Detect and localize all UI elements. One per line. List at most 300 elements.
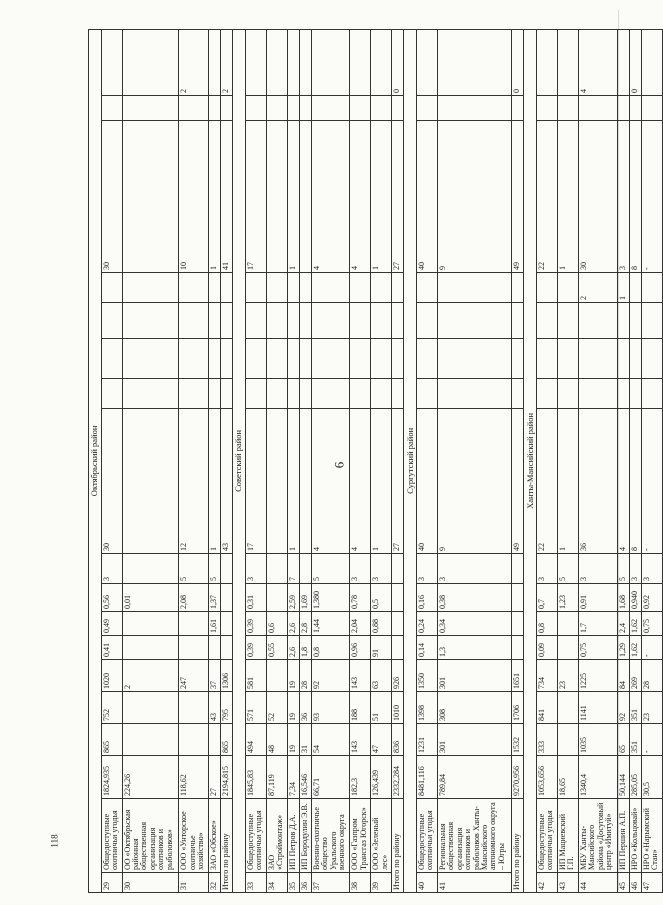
value-cell (557, 96, 578, 121)
value-cell (557, 636, 578, 660)
total-value-cell: 1651 (512, 660, 524, 692)
value-cell (350, 303, 371, 339)
value-cell (101, 29, 122, 95)
value-cell: 1,61 (208, 612, 220, 636)
row-number-cell: 29 (101, 873, 122, 893)
value-cell: 87,119 (266, 756, 287, 799)
district-header-row (233, 29, 246, 892)
row-number-cell: 41 (438, 873, 512, 893)
value-cell: 3 (438, 554, 512, 584)
value-cell: 7 (287, 554, 299, 584)
value-cell: 30 (101, 121, 122, 273)
value-cell: 5 (311, 554, 350, 584)
value-cell: 0,56 (101, 584, 122, 612)
value-cell (438, 273, 512, 303)
value-cell: 247 (179, 660, 209, 692)
total-value-cell (512, 273, 524, 303)
value-cell: 1845,83 (245, 756, 266, 799)
value-cell (311, 29, 350, 95)
value-cell (245, 303, 266, 339)
value-cell: 92 (617, 692, 629, 724)
value-cell: 22 (537, 121, 558, 273)
value-cell (311, 96, 350, 121)
value-cell: 3 (245, 554, 266, 584)
value-cell: 143 (350, 724, 371, 756)
value-cell: 1 (557, 121, 578, 273)
value-cell (208, 29, 220, 95)
value-cell (101, 379, 122, 409)
value-cell (578, 379, 617, 409)
row-number-cell: 39 (371, 873, 392, 893)
value-cell (179, 612, 209, 636)
value-cell: 3 (417, 554, 438, 584)
value-cell: 0,49 (101, 612, 122, 636)
table-row (299, 29, 311, 892)
total-value-cell (392, 584, 404, 612)
value-cell: 571 (245, 692, 266, 724)
value-cell (287, 379, 299, 409)
value-cell: 28 (641, 660, 662, 692)
value-cell (371, 96, 392, 121)
value-cell (350, 29, 371, 95)
value-cell: - (641, 121, 662, 273)
value-cell: 182,3 (350, 756, 371, 799)
value-cell: 1053,656 (537, 756, 558, 799)
value-cell: 2,8 (299, 612, 311, 636)
value-cell (417, 379, 438, 409)
value-cell (641, 29, 662, 95)
value-cell: 4 (617, 409, 629, 554)
value-cell: 581 (245, 660, 266, 692)
row-number-cell: 32 (208, 873, 220, 893)
value-cell (299, 409, 311, 554)
value-cell (245, 379, 266, 409)
total-value-cell (221, 273, 233, 303)
value-cell: - (641, 724, 662, 756)
value-cell (350, 339, 371, 379)
value-cell: 1141 (578, 692, 617, 724)
value-cell (208, 303, 220, 339)
value-cell (179, 303, 209, 339)
total-value-cell (392, 379, 404, 409)
total-label-cell: Итого по району (512, 799, 524, 893)
table-row (208, 29, 220, 892)
value-cell (350, 273, 371, 303)
value-cell (122, 121, 179, 273)
value-cell (266, 660, 287, 692)
value-cell (537, 273, 558, 303)
value-cell (438, 29, 512, 95)
value-cell: 1,68 (617, 584, 629, 612)
table-body (89, 29, 663, 892)
total-value-cell: 41 (221, 121, 233, 273)
total-value-cell: 49 (512, 409, 524, 554)
value-cell: 1,62 (629, 612, 641, 636)
table-row (179, 29, 209, 892)
value-cell (122, 554, 179, 584)
row-number-cell: 45 (617, 873, 629, 893)
table-row (417, 29, 438, 892)
value-cell (299, 379, 311, 409)
district-total-row (221, 29, 233, 892)
total-value-cell: 0 (392, 29, 404, 95)
value-cell: 31 (299, 724, 311, 756)
value-cell: 0,01 (122, 584, 179, 612)
value-cell: 91 (371, 636, 392, 660)
table-row (617, 29, 629, 892)
value-cell: 16,546 (299, 756, 311, 799)
table-row (578, 29, 617, 892)
value-cell: 2,4 (617, 612, 629, 636)
total-value-cell: 2 (221, 29, 233, 95)
value-cell: 3 (350, 554, 371, 584)
table-row (557, 29, 578, 892)
value-cell: 351 (629, 692, 641, 724)
owner-name-cell: Региональная общественная организация охотников и рыболовов Ханты-Мансийского автономного округа – Югры (438, 799, 512, 873)
value-cell: 1,7 (578, 612, 617, 636)
value-cell (537, 379, 558, 409)
value-cell: 92 (311, 660, 350, 692)
value-cell: 8 (629, 409, 641, 554)
value-cell (438, 96, 512, 121)
value-cell: 5 (557, 554, 578, 584)
page-number: 6 (331, 461, 347, 469)
value-cell: 1,37 (208, 584, 220, 612)
table-row (287, 29, 299, 892)
value-cell: 0,78 (350, 584, 371, 612)
row-number-cell: 37 (311, 873, 350, 893)
value-cell (557, 273, 578, 303)
total-value-cell (392, 339, 404, 379)
value-cell (266, 339, 287, 379)
value-cell (208, 273, 220, 303)
row-number-cell: 35 (287, 873, 299, 893)
value-cell (557, 724, 578, 756)
value-cell (311, 379, 350, 409)
value-cell (245, 339, 266, 379)
total-value-cell (392, 612, 404, 636)
value-cell (641, 303, 662, 339)
owner-name-cell: НРО «Нарымский Стан» (641, 799, 662, 873)
value-cell: 1824,935 (101, 756, 122, 799)
value-cell (617, 96, 629, 121)
value-cell (641, 379, 662, 409)
total-value-cell (221, 636, 233, 660)
table-row (101, 29, 122, 892)
value-cell (371, 273, 392, 303)
value-cell: 118,62 (179, 756, 209, 799)
value-cell: 0,940 (629, 584, 641, 612)
total-value-cell: 43 (221, 409, 233, 554)
value-cell (578, 303, 617, 339)
value-cell: 0,6 (266, 612, 287, 636)
value-cell: 1 (208, 121, 220, 273)
value-cell: 19 (287, 692, 299, 724)
value-cell: 37 (208, 660, 220, 692)
value-cell (557, 339, 578, 379)
value-cell: 1035 (578, 724, 617, 756)
value-cell (101, 273, 122, 303)
value-cell: 3 (578, 554, 617, 584)
value-cell (557, 612, 578, 636)
value-cell: 5 (617, 554, 629, 584)
value-cell (537, 96, 558, 121)
owner-name-cell: ИП Першин А.П. (617, 799, 629, 873)
value-cell (641, 96, 662, 121)
value-cell: 126,439 (371, 756, 392, 799)
value-cell: 2,6 (287, 636, 299, 660)
total-value-cell (392, 636, 404, 660)
total-value-cell (221, 339, 233, 379)
value-cell (179, 692, 209, 724)
value-cell (629, 273, 641, 303)
value-cell (266, 554, 287, 584)
value-cell: 9 (438, 121, 512, 273)
value-cell (578, 339, 617, 379)
value-cell (438, 379, 512, 409)
row-number-cell: 43 (557, 873, 578, 893)
value-cell: 8 (629, 121, 641, 273)
value-cell (641, 339, 662, 379)
total-value-cell: 1706 (512, 692, 524, 724)
value-cell: 333 (537, 724, 558, 756)
value-cell: 301 (438, 660, 512, 692)
row-number-cell: 44 (578, 873, 617, 893)
owner-name-cell: МБУ Ханты-Мансийского района «Досуговый центр «Имитуй» (578, 799, 617, 873)
value-cell (266, 29, 287, 95)
value-cell (266, 273, 287, 303)
total-value-cell (512, 339, 524, 379)
value-cell (266, 303, 287, 339)
row-number-cell: 47 (641, 873, 662, 893)
value-cell: 2 (578, 273, 617, 303)
owner-name-cell: ИП Петров Д.А. (287, 799, 299, 873)
table-row (371, 29, 392, 892)
value-cell: 1 (371, 409, 392, 554)
total-value-cell: 926 (392, 660, 404, 692)
value-cell: 269 (629, 660, 641, 692)
table-row (641, 29, 662, 892)
total-value-cell: 1306 (221, 660, 233, 692)
total-value-cell (512, 612, 524, 636)
value-cell: 3 (371, 554, 392, 584)
row-number-cell: 30 (122, 873, 179, 893)
value-cell: 23 (641, 692, 662, 724)
value-cell: 40 (417, 409, 438, 554)
value-cell (122, 409, 179, 554)
district-header-row (404, 29, 417, 892)
value-cell (629, 96, 641, 121)
owner-name-cell: ООО «Газпром Трансгаз Югорск» (350, 799, 371, 873)
owner-name-cell: НРО «Кольцовай» (629, 799, 641, 873)
value-cell (417, 339, 438, 379)
value-cell (578, 96, 617, 121)
value-cell: 188 (350, 692, 371, 724)
district-name: Советский район (233, 29, 246, 892)
value-cell: 1,380 (311, 584, 350, 612)
value-cell: 0,8 (537, 612, 558, 636)
value-cell: 0,39 (245, 612, 266, 636)
value-cell (287, 29, 299, 95)
value-cell (245, 273, 266, 303)
value-cell (266, 409, 287, 554)
value-cell: 3 (617, 121, 629, 273)
value-cell: 17 (245, 409, 266, 554)
value-cell: 2,04 (350, 612, 371, 636)
value-cell: 5 (179, 554, 209, 584)
total-value-cell (512, 636, 524, 660)
rotated-table-container (88, 30, 663, 893)
value-cell: 734 (537, 660, 558, 692)
value-cell: 1225 (578, 660, 617, 692)
district-header-row (524, 29, 537, 892)
table-row (245, 29, 266, 892)
value-cell: 4 (311, 409, 350, 554)
value-cell (122, 612, 179, 636)
value-cell (350, 96, 371, 121)
value-cell: 36 (299, 692, 311, 724)
value-cell: 0,96 (350, 636, 371, 660)
district-total-row (512, 29, 524, 892)
value-cell: 28 (299, 660, 311, 692)
value-cell (299, 554, 311, 584)
total-value-cell (512, 379, 524, 409)
total-value-cell: 865 (221, 724, 233, 756)
owner-name-cell: Общедоступные охотничьи угодья (245, 799, 266, 873)
owner-name-cell: ИП Мациевский Г.П. (557, 799, 578, 873)
value-cell: 27 (208, 756, 220, 799)
value-cell (371, 29, 392, 95)
value-cell: 0,39 (245, 636, 266, 660)
value-cell (438, 303, 512, 339)
value-cell: 93 (311, 692, 350, 724)
value-cell (122, 303, 179, 339)
district-header-row (89, 29, 102, 892)
value-cell: 2 (179, 29, 209, 95)
value-cell (557, 379, 578, 409)
value-cell (179, 339, 209, 379)
value-cell: 0,91 (578, 584, 617, 612)
value-cell (179, 636, 209, 660)
table-row (350, 29, 371, 892)
value-cell: 1020 (101, 660, 122, 692)
value-cell (299, 303, 311, 339)
value-cell (208, 724, 220, 756)
owner-name-cell: Военно-охотничье общество Уральского военного округа (311, 799, 350, 873)
value-cell: 30 (578, 121, 617, 273)
value-cell: 4 (350, 409, 371, 554)
value-cell (208, 379, 220, 409)
value-cell: 36 (578, 409, 617, 554)
value-cell (617, 339, 629, 379)
value-cell: 65 (617, 724, 629, 756)
value-cell (299, 96, 311, 121)
value-cell: 47 (371, 724, 392, 756)
value-cell (208, 339, 220, 379)
value-cell: 9 (438, 409, 512, 554)
value-cell: 0,75 (578, 636, 617, 660)
district-name: Ханты-Мансийский район (524, 29, 537, 892)
total-label-cell: Итого по району (392, 799, 404, 893)
owner-name-cell: ИП Бородулин Э.В. (299, 799, 311, 873)
value-cell (179, 379, 209, 409)
value-cell: 3 (101, 554, 122, 584)
row-number-cell: 38 (350, 873, 371, 893)
table-row (266, 29, 287, 892)
total-label-cell: Итого по району (221, 799, 233, 893)
value-cell: 18,65 (557, 756, 578, 799)
value-cell: 2 (122, 660, 179, 692)
table-row (629, 29, 641, 892)
total-value-cell: 0 (512, 29, 524, 95)
value-cell (208, 96, 220, 121)
total-value-cell: 9270,956 (512, 756, 524, 799)
value-cell: 0,16 (417, 584, 438, 612)
value-cell: 1,3 (438, 636, 512, 660)
value-cell (557, 303, 578, 339)
total-value-cell (221, 554, 233, 584)
total-value-cell (512, 96, 524, 121)
value-cell: 1,44 (311, 612, 350, 636)
value-cell (311, 273, 350, 303)
value-cell: 351 (629, 724, 641, 756)
row-number-cell: 33 (245, 873, 266, 893)
table-row (122, 29, 179, 892)
value-cell (287, 273, 299, 303)
value-cell (371, 339, 392, 379)
total-value-cell (221, 612, 233, 636)
row-number-cell: 34 (266, 873, 287, 893)
value-cell: 1340,4 (578, 756, 617, 799)
value-cell: 0,34 (438, 612, 512, 636)
value-cell: 30,5 (641, 756, 662, 799)
value-cell: 841 (537, 692, 558, 724)
value-cell: 19 (287, 724, 299, 756)
value-cell (557, 692, 578, 724)
owner-name-cell: Общедоступные охотничьи угодья (537, 799, 558, 873)
row-number-cell: 31 (179, 873, 209, 893)
value-cell: 5 (208, 554, 220, 584)
value-cell (629, 379, 641, 409)
total-value-cell: 1010 (392, 692, 404, 724)
value-cell (311, 303, 350, 339)
owner-name-cell: Общедоступные охотничьи угодья (417, 799, 438, 873)
value-cell (417, 273, 438, 303)
value-cell: 0 (629, 29, 641, 95)
total-value-cell (392, 273, 404, 303)
value-cell: 0,8 (311, 636, 350, 660)
total-value-cell: 2194,815 (221, 756, 233, 799)
value-cell: 2,08 (179, 584, 209, 612)
value-cell (641, 273, 662, 303)
value-cell: 308 (438, 692, 512, 724)
value-cell: 1 (287, 121, 299, 273)
value-cell: 0,55 (266, 636, 287, 660)
value-cell (208, 636, 220, 660)
row-number-cell: 42 (537, 873, 558, 893)
total-value-cell: 27 (392, 121, 404, 273)
value-cell: 1 (208, 409, 220, 554)
total-value-cell (392, 303, 404, 339)
value-cell: 19 (287, 660, 299, 692)
value-cell: 10 (179, 121, 209, 273)
value-cell: 1 (287, 409, 299, 554)
value-cell: 1,29 (617, 636, 629, 660)
value-cell: 1,69 (299, 584, 311, 612)
value-cell (537, 29, 558, 95)
value-cell (266, 379, 287, 409)
total-value-cell: 27 (392, 409, 404, 554)
